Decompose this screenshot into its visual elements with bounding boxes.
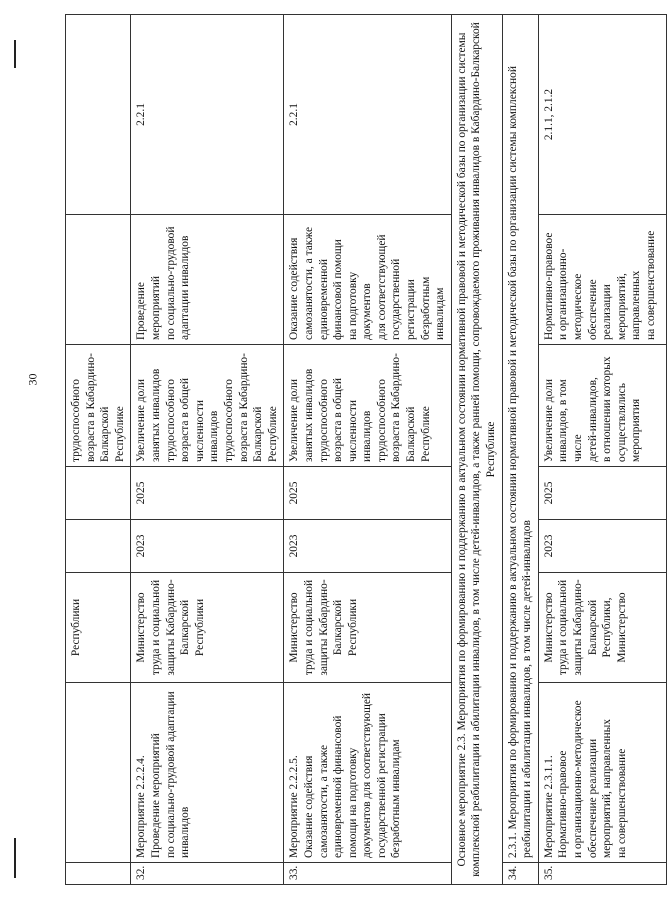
connection: Нормативно-правовое и организационно- методическое обеспечение реализации мероприятий, направленных на совершенствование — [538, 215, 666, 345]
expected-result: Увеличение доли занятых инвалидов трудоспособного возраста в общей численности инвалидов трудоспособного возраста в Кабардино- Балкарской Республике — [131, 345, 284, 467]
indicator: 2.1.1, 2.1.2 — [538, 15, 666, 215]
connection: Оказание содействия самозанятости, а также единовременной финансовой помощи на подготовку документов для соответствующей государственной регистрации безработным инвалидам — [284, 215, 452, 345]
end-year — [66, 467, 131, 520]
start-year: 2023 — [131, 520, 284, 573]
indicator: 2.2.1 — [131, 15, 284, 215]
section-row — [451, 15, 502, 885]
measure-name: Мероприятие 2.2.2.5. Оказание содействия самозанятости, а также единовременной финансовой помощи на подготовку документов для соответствующей государственной регистрации безработным инвалидам — [284, 683, 452, 863]
start-year — [66, 520, 131, 573]
executor: Министерство труда и социальной защиты Кабардино- Балкарской Республики, Министерство — [538, 573, 666, 683]
table-row — [538, 15, 666, 885]
executor: Министерство труда и социальной защиты Кабардино- Балкарской Республики — [284, 573, 452, 683]
indicator — [66, 15, 131, 215]
measure-name: Мероприятие 2.2.2.4. Проведение мероприятий по социально-трудовой адаптации инвалидов — [131, 683, 284, 863]
table-row — [131, 15, 284, 885]
table-row — [284, 15, 452, 885]
expected-result: Увеличение доли занятых инвалидов трудоспособного возраста в общей численности инвалидов трудоспособного возраста в Кабардино- Балкарской Республике — [284, 345, 452, 467]
measure-name — [66, 683, 131, 863]
connection — [66, 215, 131, 345]
expected-result: трудоспособного возраста в Кабардино- Балкарской Республике — [66, 345, 131, 467]
table-row — [502, 15, 538, 885]
indicator: 2.2.1 — [284, 15, 452, 215]
end-year: 2025 — [131, 467, 284, 520]
expected-result: Увеличение доли инвалидов, в том числе детей-инвалидов, в отношении которых осуществлялись мероприятия — [538, 345, 666, 467]
connection: Проведение мероприятий по социально-трудовой адаптации инвалидов — [131, 215, 284, 345]
page-number: 30 — [25, 373, 40, 386]
end-year: 2025 — [284, 467, 452, 520]
measures-table — [65, 14, 667, 885]
start-year: 2023 — [284, 520, 452, 573]
subsection-heading: 2.3.1. Мероприятия по формированию и поддержанию в актуальном состоянии нормативной правовой и методической базы по организации системы комплексной реабилитации и абилитации инвалидов, в том числе детей-инвалидов — [502, 15, 538, 863]
end-year: 2025 — [538, 467, 666, 520]
section-heading: Основное мероприятие 2.3. Мероприятия по формированию и поддержанию в актуальном состоянии нормативной правовой и методической базы по организации системы комплексной реабилитации и абилитации инвалидов, в том числе детей-инвалидов, а также ранней помощи, сопровождаемого проживания инвалидов в Кабардино-Балкарской Республике — [451, 15, 502, 885]
row-number: 33. — [284, 863, 452, 885]
row-number: 32. — [131, 863, 284, 885]
executor: Министерство труда и социальной защиты Кабардино- Балкарской Республики — [131, 573, 284, 683]
row-number: 35. — [538, 863, 666, 885]
executor: Республики — [66, 573, 131, 683]
row-number: 34. — [502, 863, 538, 885]
measure-name: Мероприятие 2.3.1.1. Нормативно-правовое и организационно-методическое обеспечение реализации мероприятий, направленных на совершенствование — [538, 683, 666, 863]
table-row — [66, 15, 131, 885]
start-year: 2023 — [538, 520, 666, 573]
row-number — [66, 863, 131, 885]
